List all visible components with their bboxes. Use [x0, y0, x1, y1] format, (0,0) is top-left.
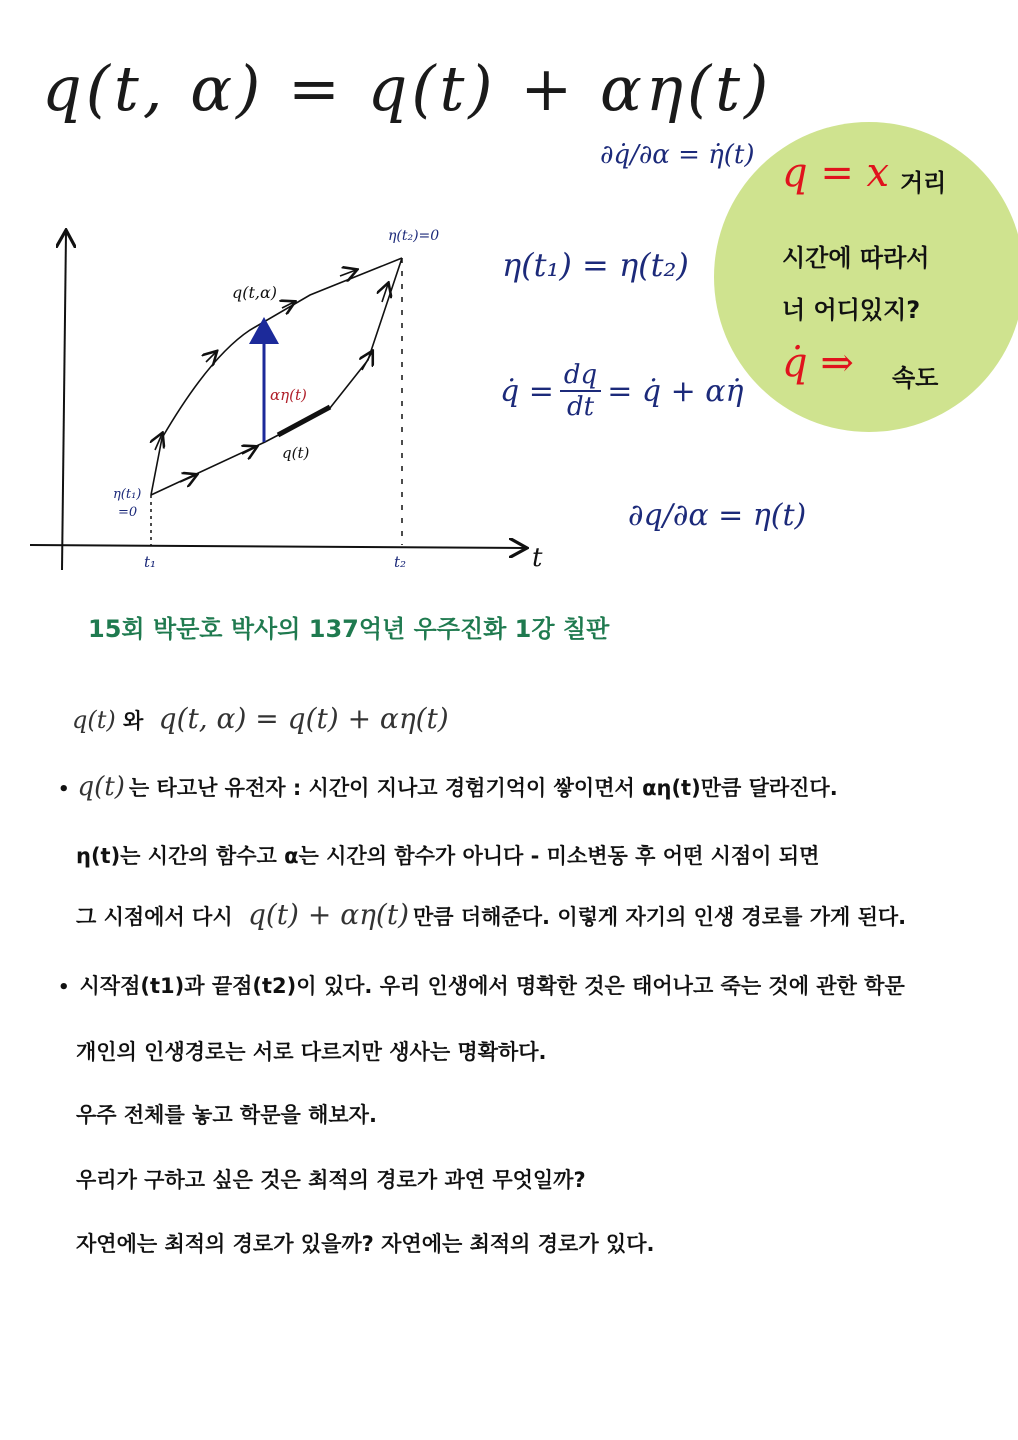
line-3-pre: 그 시점에서 다시	[76, 905, 240, 929]
bullet-1-text: 는 타고난 유전자 : 시간이 지나고 경험기억이 쌓이면서 αη(t)만큼 달라진다.	[128, 776, 838, 800]
y-axis	[62, 232, 66, 570]
arrow-mark-5	[180, 475, 196, 482]
eta-t1-label: η(t₁)	[113, 487, 142, 502]
partial-q-equation: ∂q/∂α = η(t)	[628, 498, 807, 533]
bubble-line1: 시간에 따라서	[782, 244, 930, 272]
eta-t2-label: η(t₂)=0	[388, 228, 440, 244]
lecture-subtitle: 15회 박문호 박사의 137억년 우주진화 1강 칠판	[88, 615, 610, 643]
bubble-qdot-arrow-text: q̇ ⇒	[782, 340, 854, 386]
arrow-mark-7	[362, 352, 372, 370]
bubble-speed: 속도	[892, 364, 939, 392]
arrow-mark-8	[382, 284, 388, 302]
qdot-frac-den: dt	[566, 392, 595, 422]
formula-full: q(t, α) = q(t) + αη(t)	[158, 702, 449, 735]
bubble-q-eq-x-text: q = x	[782, 150, 890, 196]
paragraph-line-2: η(t)는 시간의 함수고 α는 시간의 함수가 아니다 - 미소변동 후 어떤 시점이 되면	[76, 844, 820, 868]
bullet-1-q-t: q(t)	[77, 772, 125, 802]
formula-conj: 와	[115, 709, 151, 733]
bubble-distance: 거리	[900, 169, 947, 197]
bullet-dot-1: •	[58, 779, 70, 800]
arrow-mark-6	[242, 447, 256, 454]
q-t-alpha-label: q(t,α)	[232, 283, 278, 302]
line-3-math: q(t) + αη(t)	[247, 898, 410, 931]
bubble-line2: 너 어디있지?	[782, 296, 921, 324]
arrow-mark-2	[206, 352, 216, 362]
bullet-2-text: 시작점(t1)과 끝점(t2)이 있다. 우리 인생에서 명확한 것은 태어나고 죽는 것에 관한 학문	[79, 974, 905, 998]
t-axis-label: t	[532, 543, 543, 573]
t2-label: t₂	[394, 553, 407, 571]
arrow-mark-4	[340, 270, 356, 276]
formula-q-t: q(t)	[72, 706, 116, 734]
main-equation: q(t, α) = q(t) + αη(t)	[42, 52, 773, 125]
paragraph-line-6: 우주 전체를 놓고 학문을 해보자.	[76, 1103, 377, 1127]
line-3-post: 만큼 더해준다. 이렇게 자기의 인생 경로를 가게 된다.	[413, 905, 907, 929]
bubble-qdot-arrow	[782, 340, 854, 386]
paragraph-line-5: 개인의 인생경로는 서로 다르지만 생사는 명확하다.	[76, 1040, 547, 1064]
qdot-lhs: q̇ =	[500, 373, 554, 409]
paragraph-line-3	[76, 898, 906, 931]
boundary-condition-equation: η(t₁) = η(t₂)	[502, 246, 689, 284]
partial-qdot-equation: ∂q̇/∂α = η̇(t)	[600, 140, 755, 170]
path-q-t-bold	[278, 407, 330, 435]
q-t-label: q(t)	[282, 444, 310, 462]
paragraph-line-7: 우리가 구하고 싶은 것은 최적의 경로가 과연 무엇일까?	[76, 1168, 586, 1192]
variation-graph	[20, 220, 580, 580]
eta-t1-zero: =0	[118, 505, 138, 520]
bullet-2	[58, 970, 905, 1000]
bullet-dot-2: •	[58, 977, 70, 998]
bullet-1	[58, 772, 838, 802]
x-axis	[30, 545, 525, 548]
paragraph-line-8: 자연에는 최적의 경로가 있을까? 자연에는 최적의 경로가 있다.	[76, 1232, 655, 1256]
alpha-eta-label: αη(t)	[270, 386, 307, 404]
bubble-q-eq-x	[782, 150, 889, 196]
qdot-frac-num: dq	[560, 360, 601, 392]
qdot-rhs: = q̇ + αη̇	[607, 373, 744, 409]
formula-line	[72, 702, 449, 735]
t1-label: t₁	[144, 553, 157, 571]
